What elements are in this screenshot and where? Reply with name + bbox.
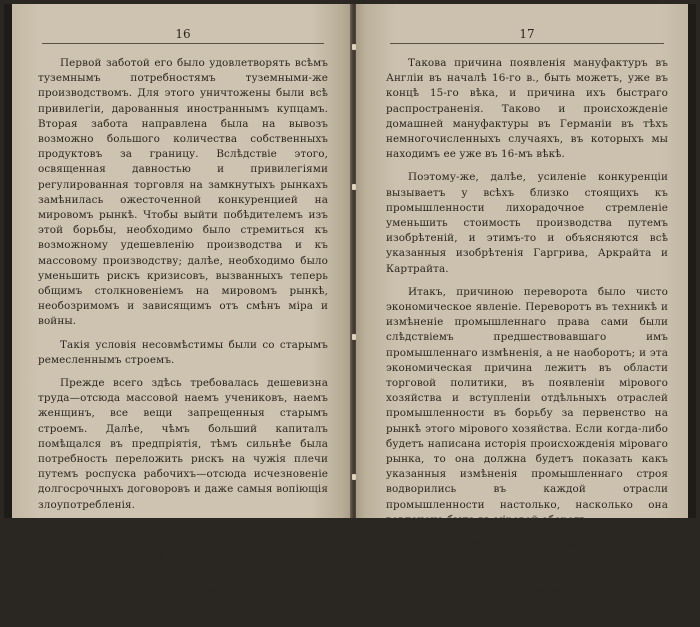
paragraph: Итакъ, причиною переворота было чисто экономическое явленіе. Переворотъ въ техникѣ и измѣненіе промышленнаго права сами были слѣдствіемъ предшествовавшаго имъ промышленнаго измѣненія, а не наоборотъ; и эта экономическая причина лежитъ въ области торговой политики, въ появленіи мірового хозяйства и вступленіи отдѣльныхъ отраслей промышленности въ борьбу за первенство на рынкѣ этого мірового хозяйства. Если когда-либо будетъ написана исторія происхожденія міроваго рынка, то она должна будетъ показать какъ указанныя измѣненія промышленнаго строя водворились въ каждой отрасли промышленности настолько, насколько она вовлечена была въ міровой оборотъ. [386, 285, 668, 526]
paragraph: Такова причина появленія мануфактуръ въ Англіи въ началѣ 16-го в., быть можетъ, уже въ концѣ 15-го вѣка, и причина ихъ быстраго распространенія. Таково и происхожденіе домашней мануфактуры въ Германіи въ тѣхъ немногочисленныхъ случаяхъ, въ которыхъ мы находимъ ее уже въ 16-мъ вѣкѣ. [386, 57, 668, 161]
open-book [4, 4, 696, 626]
paragraph: Первой заботой его было удовлетворять всѣмъ туземнымъ потребностямъ туземными-же производствомъ. Для этого уничтожены были всѣ привилегіи, дарованныя иностраннымъ купцамъ. Вторая забота направлена была на вывозъ возможно большого количества собственныхъ продуктовъ за границу. Вслѣдствіе этого, освященная давностью и привилегіями регулированная торговля на замкнутыхъ рынкахъ замѣнилась ожесточенной конкуренцией на мировомъ рынкѣ. Чтобы выйти побѣдителемъ изъ этой борьбы, необходимо было стремиться къ возможному удешевленію производства и къ массовому производству; далѣе, необходимо было уменьшить рискъ кризисовъ, вызванныхъ теперь общимъ столкновеніемъ на мировомъ рынкѣ, необозримомъ и зависящимъ отъ смѣнъ міра и войны. [38, 57, 328, 328]
paragraph: Прежде всего здѣсь требовалась дешевизна труда—отсюда массовой наемъ учениковъ, наемъ женщинъ, все вещи запрещенныя старымъ строемъ. Далѣе, чѣмъ больший капиталъ помѣщался въ предпріятія, тѣмъ сильнѣе была потребность переложить рискъ на чужія плечи путемъ роспуска рабочихъ—отсюда исчезновеніе долгосрочныхъ договоровъ и даже самыя вопіющія злоупотребленія. [38, 377, 328, 511]
paragraph: Но то-же измѣненіе условій сбыта, которое въ Англіи вызвало появленіе мануфактуры, въ Германіи, большей частью, вело къ увеличенію замкнутости, къ полной недоступности цеховъ и къ дальнѣйшему развитію капиталистическаго характера [386, 537, 668, 626]
page-number: 16 [42, 26, 324, 44]
paragraph: Поэтому-же, далѣе, усиленіе конкуренціи вызываетъ у всѣхъ близко стоящихъ къ промышленности лихорадочное стремленіе уменьшить стоимость производства путемъ изобрѣтеній, и этимъ-то и объясняются всѣ указанныя изобрѣтенія Гаргрива, Аркрайта и Картрайта. [386, 171, 668, 275]
left-page [12, 4, 352, 595]
right-page [356, 4, 688, 626]
paragraph: Слѣдствіе этого таково: старый ремесленный строй разрушается, разрушается самыми членами цеховъ, крупными работодателями, вызывающими къ жизни новую форму промышленности въ тѣхъ мѣстахъ, гдѣ не дѣйствуетъ старый порядокъ. [38, 521, 328, 595]
page-number: 17 [390, 26, 664, 44]
paragraph: Такія условія несовмѣстимы были со старымъ ремесленнымъ строемъ. [38, 338, 328, 366]
